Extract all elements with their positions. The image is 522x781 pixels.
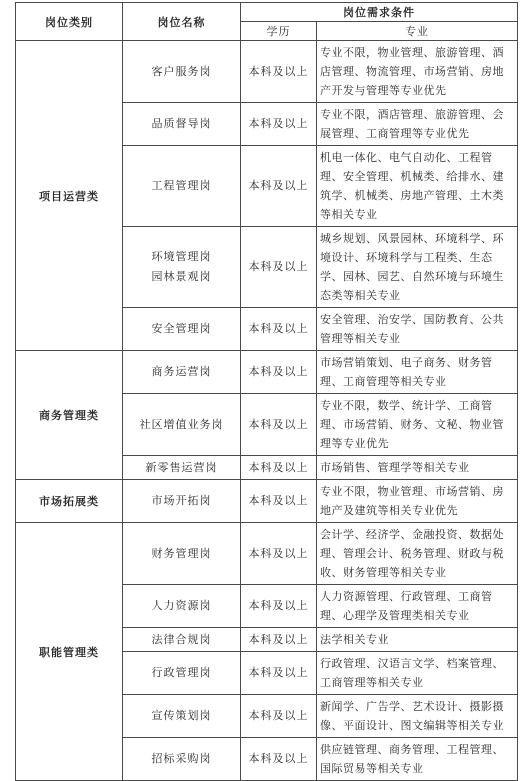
position-cell: 品质督导岗	[123, 103, 241, 146]
position-cell: 招标采购岗	[123, 738, 241, 781]
major-cell: 人力资源管理、行政管理、工商管理、心理学及管理类相关专业	[317, 585, 518, 628]
header-education: 学历	[241, 22, 317, 41]
position-cell: 财务管理岗	[123, 523, 241, 585]
category-cell: 商务管理类	[16, 351, 123, 480]
table-row	[16, 41, 518, 103]
position-cell: 新零售运营岗	[123, 456, 241, 480]
education-cell: 本科及以上	[241, 103, 317, 146]
education-cell: 本科及以上	[241, 456, 317, 480]
education-cell: 本科及以上	[241, 695, 317, 738]
position-cell: 客户服务岗	[123, 41, 241, 103]
table-row	[16, 351, 518, 394]
header-row	[16, 3, 518, 22]
header-requirements: 岗位需求条件	[241, 3, 518, 22]
education-cell: 本科及以上	[241, 308, 317, 351]
table-row	[16, 523, 518, 585]
position-cell: 安全管理岗	[123, 308, 241, 351]
major-cell: 法学相关专业	[317, 628, 518, 652]
category-cell: 职能管理类	[16, 523, 123, 781]
position-cell: 社区增值业务岗	[123, 394, 241, 456]
major-cell: 会计学、经济学、金融投资、数据处理、管理会计、税务管理、财政与税收、财务管理等相关专业	[317, 523, 518, 585]
education-cell: 本科及以上	[241, 351, 317, 394]
position-cell: 行政管理岗	[123, 652, 241, 695]
position-cell: 工程管理岗	[123, 146, 241, 227]
education-cell: 本科及以上	[241, 41, 317, 103]
major-cell: 供应链管理、商务管理、工程管理、国际贸易等相关专业	[317, 738, 518, 781]
position-cell: 商务运营岗	[123, 351, 241, 394]
header-major: 专业	[317, 22, 518, 41]
major-cell: 机电一体化、电气自动化、工程管理、安全管理、机械类、给排水、建筑学、机械类、房地产管理、土木类等相关专业	[317, 146, 518, 227]
major-cell: 行政管理、汉语言文学、档案管理、工商管理等相关专业	[317, 652, 518, 695]
position-cell: 环境管理岗 园林景观岗	[123, 227, 241, 308]
header-category: 岗位类别	[16, 3, 123, 41]
category-cell: 项目运营类	[16, 41, 123, 351]
major-cell: 专业不限，物业管理、市场营销、房地产及建筑等相关专业优先	[317, 480, 518, 523]
major-cell: 专业不限，物业管理、旅游管理、酒店管理、物流管理、市场营销、房地产开发与管理等专业优先	[317, 41, 518, 103]
major-cell: 专业不限，数学、统计学、工商管理、市场营销、财务、文秘、物业管理等专业优先	[317, 394, 518, 456]
education-cell: 本科及以上	[241, 394, 317, 456]
recruitment-requirements-table	[15, 2, 518, 781]
table-row	[16, 480, 518, 523]
education-cell: 本科及以上	[241, 227, 317, 308]
position-cell: 宣传策划岗	[123, 695, 241, 738]
header-position: 岗位名称	[123, 3, 241, 41]
position-cell: 人力资源岗	[123, 585, 241, 628]
education-cell: 本科及以上	[241, 652, 317, 695]
major-cell: 专业不限，酒店管理、旅游管理、会展管理、工商管理等专业优先	[317, 103, 518, 146]
education-cell: 本科及以上	[241, 585, 317, 628]
major-cell: 市场营销策划、电子商务、财务管理、工商管理等相关专业	[317, 351, 518, 394]
major-cell: 安全管理、治安学、国防教育、公共管理等相关专业	[317, 308, 518, 351]
education-cell: 本科及以上	[241, 738, 317, 781]
education-cell: 本科及以上	[241, 146, 317, 227]
education-cell: 本科及以上	[241, 628, 317, 652]
major-cell: 城乡规划、风景园林、环境科学、环境设计、环境科学与工程类、生态学、园林、园艺、自然环境与环境生态类等相关专业	[317, 227, 518, 308]
education-cell: 本科及以上	[241, 480, 317, 523]
major-cell: 新闻学、广告学、艺术设计、摄影摄像、平面设计、图文编辑等相关专业	[317, 695, 518, 738]
education-cell: 本科及以上	[241, 523, 317, 585]
major-cell: 市场销售、管理学等相关专业	[317, 456, 518, 480]
position-cell: 法律合规岗	[123, 628, 241, 652]
position-cell: 市场开拓岗	[123, 480, 241, 523]
category-cell: 市场拓展类	[16, 480, 123, 523]
